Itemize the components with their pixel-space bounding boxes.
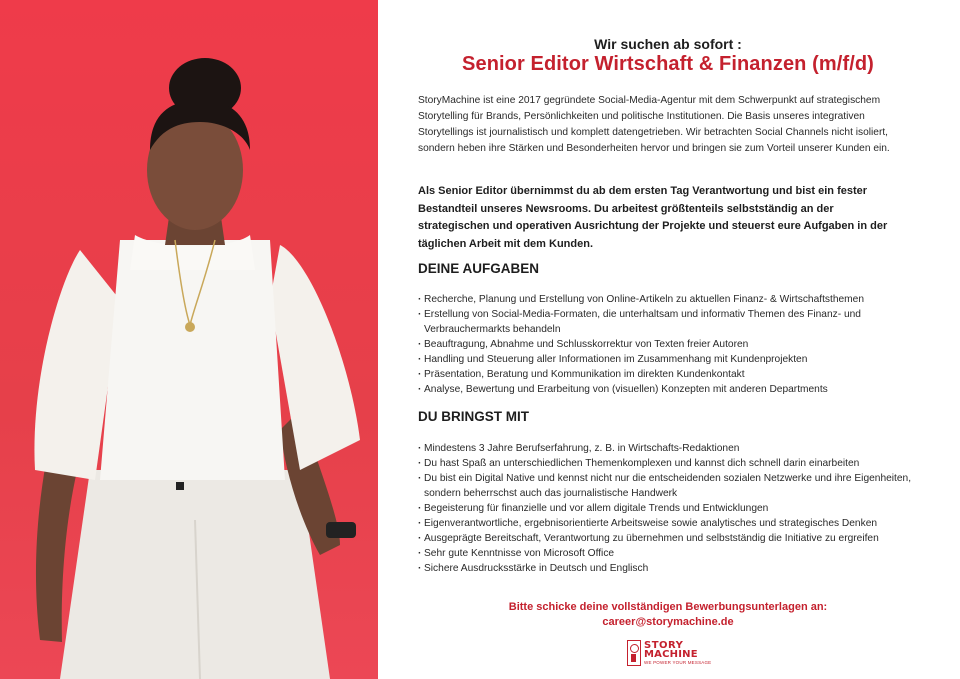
storymachine-logo: [627, 640, 712, 666]
list-item: · Begeisterung für finanzielle und vor allem digitale Trends und Entwicklungen: [418, 501, 918, 516]
logo-word-story: STORY: [644, 640, 684, 651]
job-title: Senior Editor Wirtschaft & Finanzen (m/f/d): [462, 53, 874, 75]
list-item: · Du hast Spaß an unterschiedlichen Themenkomplexen und kannst dich schnell darin einarbeiten: [418, 456, 918, 471]
list-item: · Ausgeprägte Bereitschaft, Verantwortung zu übernehmen und selbstständig die Initiative zu ergreifen: [418, 531, 918, 546]
lead-line: Wir suchen ab sofort :: [594, 36, 742, 52]
person-illustration: [0, 0, 378, 679]
skills-list: [418, 441, 918, 576]
application-call: Bitte schicke deine vollständigen Bewerbungsunterlagen an:: [508, 601, 828, 613]
job-posting: [418, 0, 918, 679]
hero-photo: [0, 0, 378, 679]
application-email-link[interactable]: career@storymachine.de: [602, 616, 734, 628]
list-item: · Beauftragung, Abnahme und Schlusskorrektur von Texten freier Autoren: [418, 337, 918, 352]
list-item: · Eigenverantwortliche, ergebnisorientierte Arbeitsweise sowie analytisches und strategisches Denken: [418, 516, 918, 531]
list-item: · Du bist ein Digital Native und kennst nicht nur die entscheidenden sozialen Netzwerke und ihre Eigenheiten, sondern beherrschst auch das journalistische Handwerk: [418, 471, 918, 501]
skills-heading: DU BRINGST MIT: [418, 409, 529, 424]
logo-mark-icon: [627, 640, 641, 666]
tasks-heading: DEINE AUFGABEN: [418, 261, 540, 276]
role-highlight: Als Senior Editor übernimmst du ab dem ersten Tag Verantwortung und bist ein fester Bestandteil unseres Newsrooms. Du arbeitest größtenteils selbstständig an der strategischen und operativen Ausrichtung der Projekte und steuerst eure Aufgaben in der täglichen Arbeit mit dem Kunden.: [418, 185, 888, 250]
list-item: · Sichere Ausdrucksstärke in Deutsch und Englisch: [418, 561, 918, 576]
list-item: · Erstellung von Social-Media-Formaten, die unterhaltsam und informativ Themen des Finanz- und Verbrauchermarkts behandeln: [418, 307, 918, 337]
list-item: · Sehr gute Kenntnisse von Microsoft Office: [418, 546, 918, 561]
list-item: · Handling und Steuerung aller Informationen im Zusammenhang mit Kundenprojekten: [418, 352, 918, 367]
list-item: · Recherche, Planung und Erstellung von Online-Artikeln zu aktuellen Finanz- & Wirtschaftsthemen: [418, 292, 918, 307]
logo-word-machine: MACHINE: [644, 649, 698, 660]
list-item: · Analyse, Bewertung und Erarbeitung von (visuellen) Konzepten mit anderen Departments: [418, 382, 918, 397]
company-intro: StoryMachine ist eine 2017 gegründete Social-Media-Agentur mit dem Schwerpunkt auf strategischem Storytelling für Brands, Persönlichkeiten und politische Institutionen. Die Basis unseres integrativen Storytellings ist journalistisch und komplett datengetrieben. Wir betrachten Social Channels nicht isoliert, sondern heben ihre Stärken und Besonderheiten hervor und bringen sie zum Vorteil unserer Kunden ein.: [418, 95, 890, 154]
logo-tagline: WE POWER YOUR MESSAGE: [644, 660, 712, 665]
list-item: · Mindestens 3 Jahre Berufserfahrung, z. B. in Wirtschafts-Redaktionen: [418, 441, 918, 456]
tasks-list: [418, 292, 918, 397]
list-item: · Präsentation, Beratung und Kommunikation im direkten Kundenkontakt: [418, 367, 918, 382]
